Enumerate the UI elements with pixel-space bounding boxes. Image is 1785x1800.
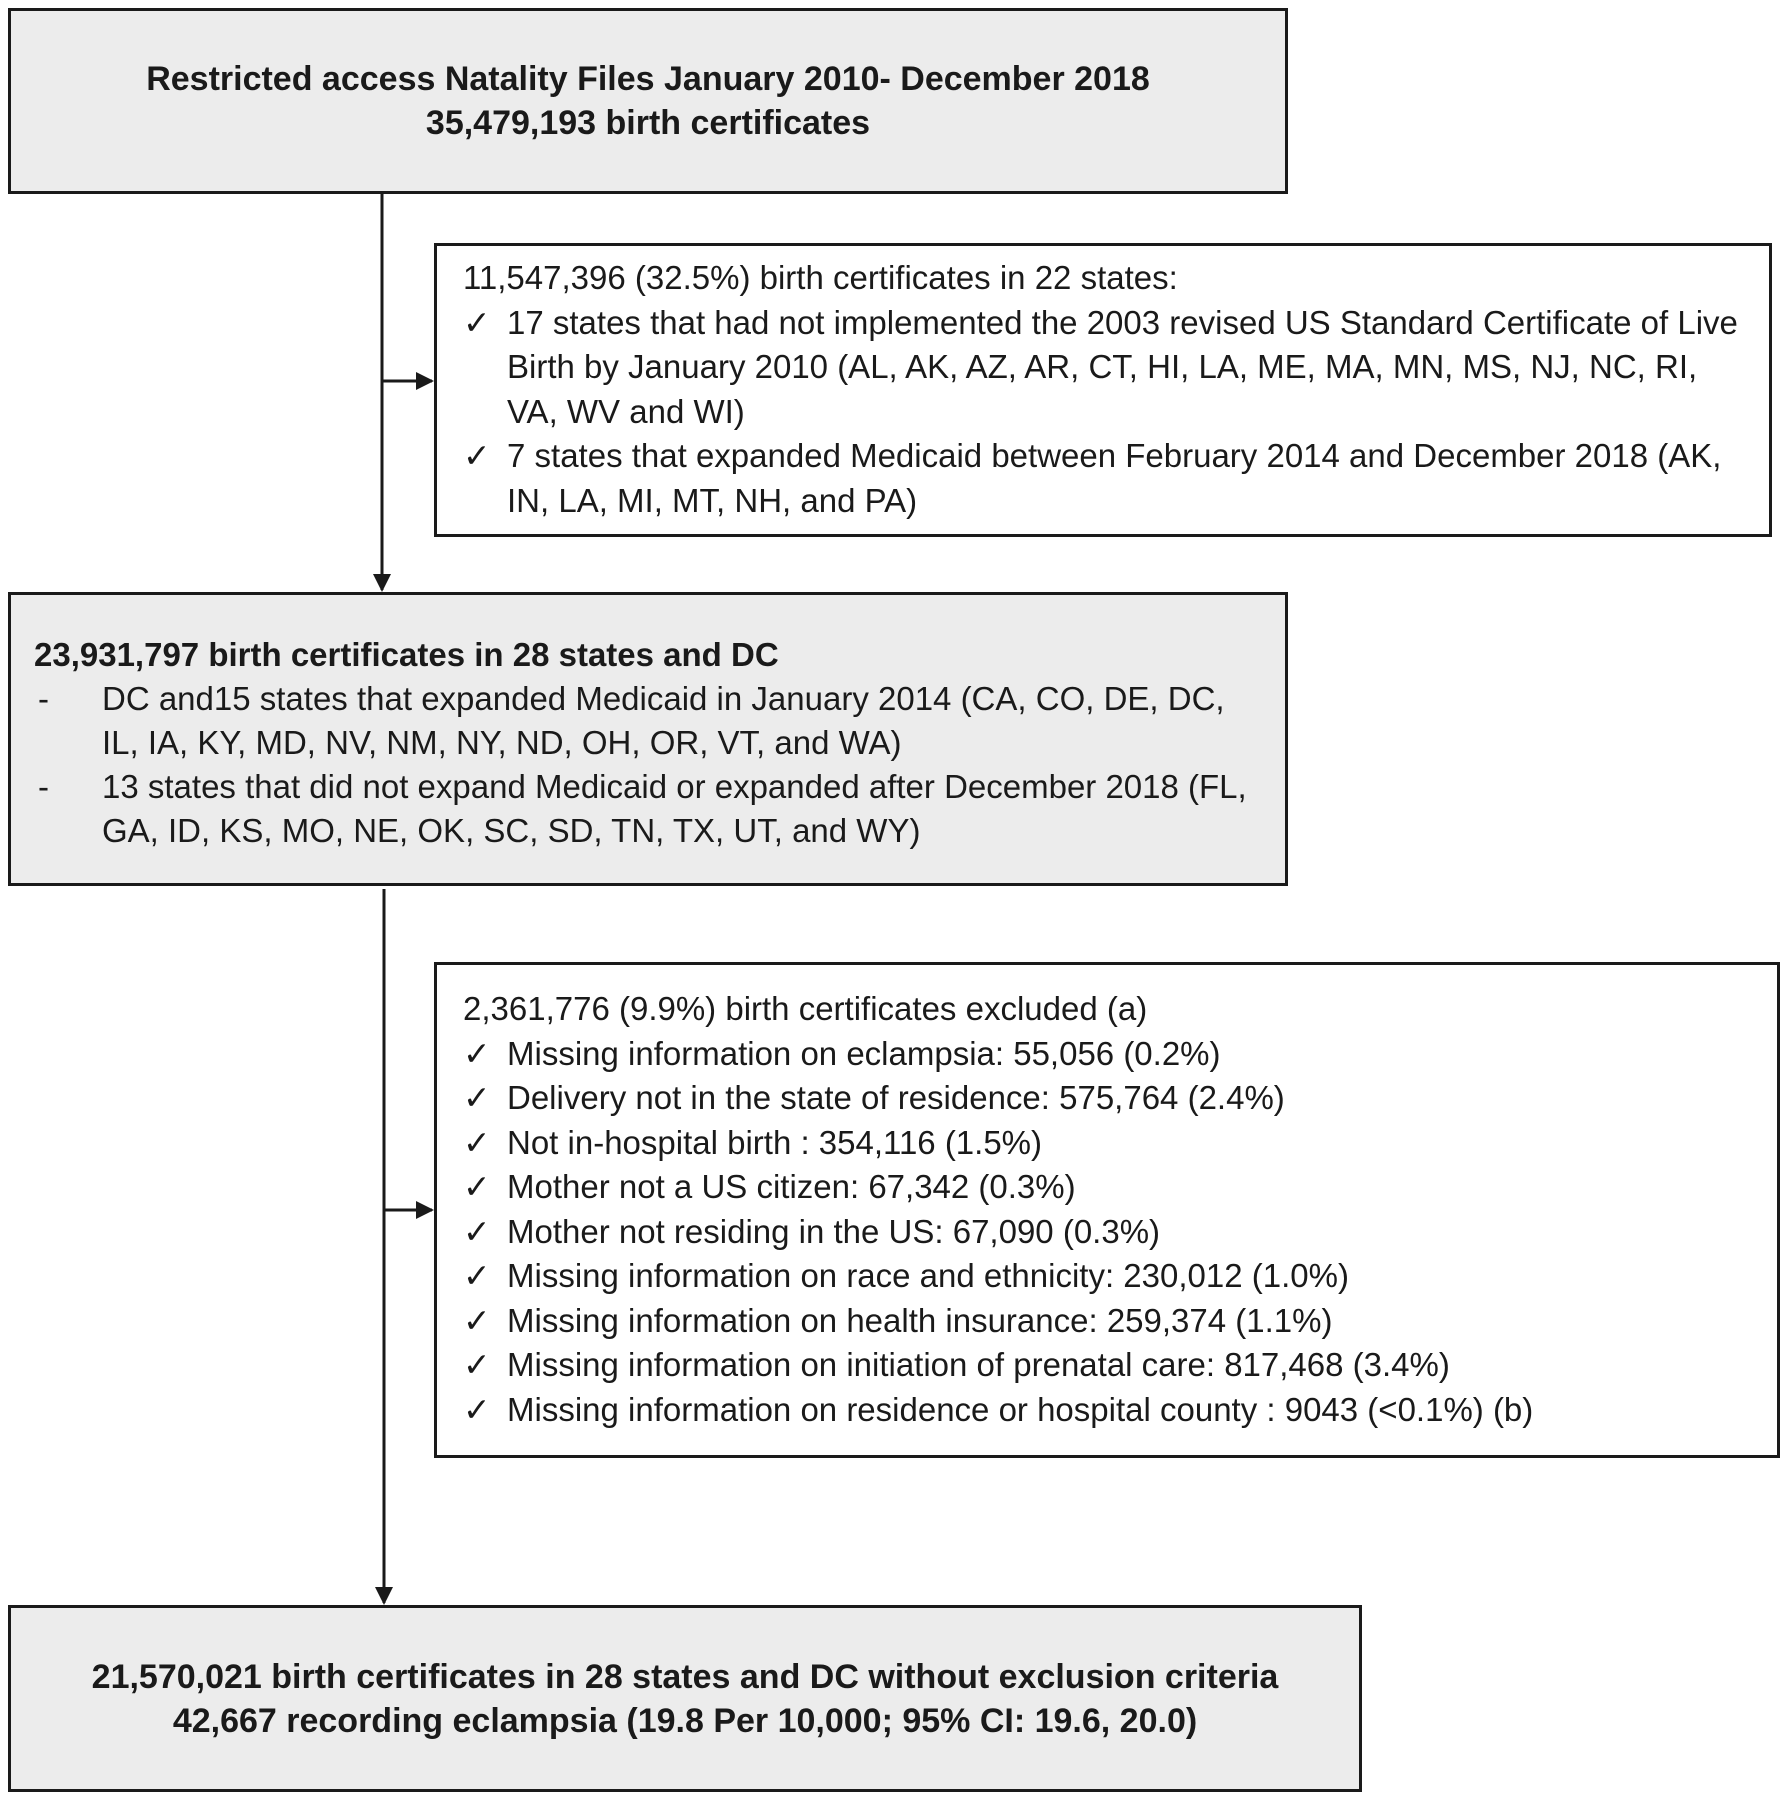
list-item <box>463 1032 1757 1077</box>
list-item-text: 13 states that did not expand Medicaid or expanded after December 2018 (FL, GA, ID, KS, MO, NE, OK, SC, SD, TN, TX, UT, and WY) <box>102 768 1247 849</box>
list-item <box>463 1299 1757 1344</box>
source-title: Restricted access Natality Files January 2010- December 2018 <box>146 60 1150 98</box>
list-item <box>463 1165 1757 1210</box>
included-states-header: 23,931,797 birth certificates in 28 states and DC <box>34 636 779 673</box>
exclusion-states-header: 11,547,396 (32.5%) birth certificates in 22 states: <box>463 259 1178 296</box>
check-icon: ✓ <box>463 1034 491 1072</box>
list-item-text: Not in-hospital birth : 354,116 (1.5%) <box>507 1123 1043 1161</box>
check-icon: ✓ <box>463 1301 491 1339</box>
list-item <box>463 1121 1757 1166</box>
list-item-text: Delivery not in the state of residence: 575,764 (2.4%) <box>507 1079 1285 1116</box>
list-item <box>34 677 1263 765</box>
list-item-text: Missing information on eclampsia: 55,056 (0.2%) <box>507 1034 1221 1072</box>
dash-bullet: - <box>38 680 49 717</box>
list-item-text: 7 states that expanded Medicaid between February 2014 and December 2018 (AK, IN, LA, MI, MT, NH, and PA) <box>507 437 1722 519</box>
list-item <box>34 765 1263 853</box>
check-icon: ✓ <box>463 1123 491 1161</box>
list-item-text: Missing information on race and ethnicity: 230,012 (1.0%) <box>507 1257 1349 1294</box>
list-item-text: Missing information on health insurance: 259,374 (1.1%) <box>507 1301 1333 1339</box>
exclusion-box-states <box>434 243 1772 537</box>
check-icon: ✓ <box>463 1257 491 1294</box>
check-icon: ✓ <box>463 437 491 474</box>
source-box <box>8 8 1288 194</box>
check-icon: ✓ <box>463 303 491 341</box>
check-icon: ✓ <box>463 1212 491 1250</box>
list-item <box>463 301 1749 435</box>
list-item-text: 17 states that had not implemented the 2003 revised US Standard Certificate of Live Birth by January 2010 (AL, AK, AZ, AR, CT, HI, LA, ME, MA, MN, MS, NJ, NC, RI, VA, WV and WI) <box>507 303 1738 430</box>
final-cohort-box <box>8 1605 1362 1792</box>
source-count: 35,479,193 birth certificates <box>425 104 871 142</box>
list-item-text: Missing information on initiation of prenatal care: 817,468 (3.4%) <box>507 1346 1450 1383</box>
eclampsia-rate: 42,667 recording eclampsia (19.8 Per 10,000; 95% CI: 19.6, 20.0) <box>172 1701 1198 1740</box>
check-icon: ✓ <box>463 1390 491 1428</box>
check-icon: ✓ <box>463 1346 491 1383</box>
exclusion-criteria-header: 2,361,776 (9.9%) birth certificates excluded (a) <box>463 990 1148 1027</box>
list-item-text: Mother not a US citizen: 67,342 (0.3%) <box>507 1168 1076 1205</box>
final-cohort-count: 21,570,021 birth certificates in 28 states and DC without exclusion criteria <box>91 1657 1279 1696</box>
dash-bullet: - <box>38 768 49 805</box>
exclusion-box-criteria <box>434 962 1780 1458</box>
list-item-text: Mother not residing in the US: 67,090 (0.3%) <box>507 1212 1161 1250</box>
list-item <box>463 434 1749 523</box>
list-item-text: DC and15 states that expanded Medicaid in January 2014 (CA, CO, DE, DC, IL, IA, KY, MD, NV, NM, NY, ND, OH, OR, VT, and WA) <box>102 680 1225 761</box>
list-item <box>463 1388 1757 1433</box>
list-item <box>463 1343 1757 1388</box>
check-icon: ✓ <box>463 1168 491 1205</box>
list-item-text: Missing information on residence or hospital county : 9043 (<0.1%) (b) <box>507 1390 1534 1428</box>
list-item <box>463 1210 1757 1255</box>
check-icon: ✓ <box>463 1079 491 1116</box>
included-states-box <box>8 592 1288 886</box>
list-item <box>463 1254 1757 1299</box>
list-item <box>463 1076 1757 1121</box>
